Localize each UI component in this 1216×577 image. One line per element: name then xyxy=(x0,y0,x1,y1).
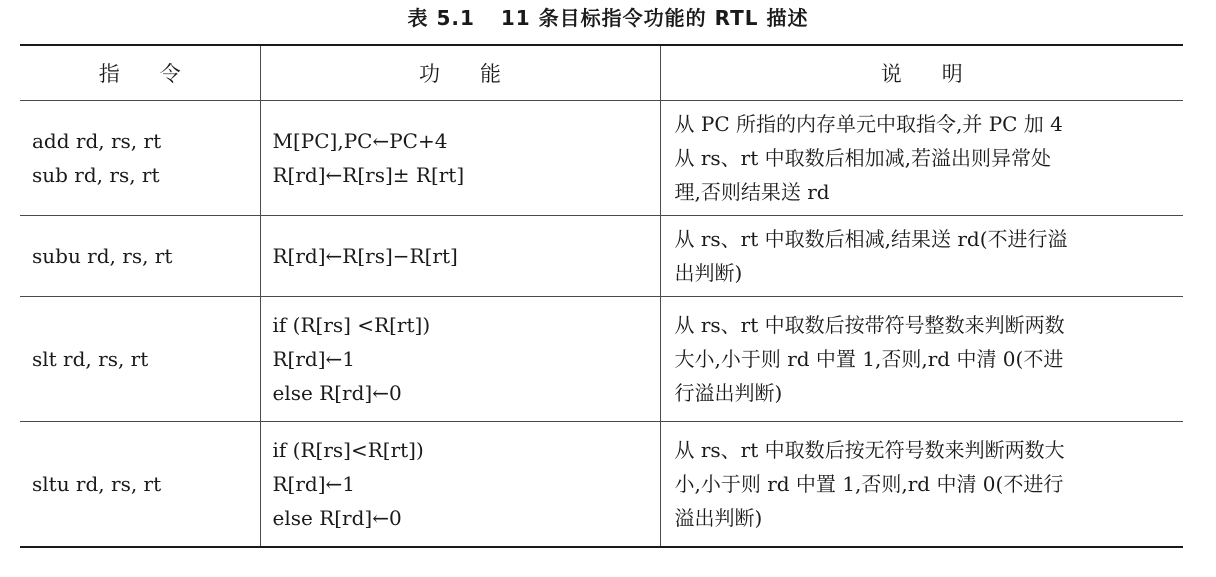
description-text: 理,否则结果送 rd xyxy=(674,180,830,204)
description-text: 从 rs、rt 中取数后按无符号数来判断两数大 xyxy=(674,438,1065,462)
instruction-text: sub rd, rs, rt xyxy=(32,163,160,187)
instruction-cell xyxy=(20,101,260,216)
table-title: 11 条目标指令功能的 RTL 描述 xyxy=(500,6,809,30)
description-text: 出判断) xyxy=(674,261,743,285)
header-row xyxy=(20,45,1183,101)
description-text: 从 PC 所指的内存单元中取指令,并 PC 加 4 xyxy=(674,112,1063,136)
instruction-text: subu rd, rs, rt xyxy=(32,244,173,268)
function-text: if (R[rs] <R[rt]) xyxy=(272,313,431,337)
description-text: 行溢出判断) xyxy=(674,381,783,405)
table-row xyxy=(20,216,1183,297)
function-text: R[rd]←1 xyxy=(272,472,356,496)
table-caption xyxy=(0,2,1216,31)
description-cell xyxy=(660,101,1183,216)
table-number: 表 5.1 xyxy=(407,6,475,30)
function-text: R[rd]←1 xyxy=(272,347,356,371)
function-text: R[rd]←R[rs]−R[rt] xyxy=(272,244,458,268)
function-text: R[rd]←R[rs]± R[rt] xyxy=(272,163,465,187)
function-text: else R[rd]←0 xyxy=(272,381,402,405)
instruction-text: slt rd, rs, rt xyxy=(32,347,149,371)
table-row xyxy=(20,422,1183,548)
table-row xyxy=(20,297,1183,422)
description-cell xyxy=(660,422,1183,548)
function-text: M[PC],PC←PC+4 xyxy=(272,129,448,153)
description-text: 小,小于则 rd 中置 1,否则,rd 中清 0(不进行 xyxy=(674,472,1064,496)
function-cell xyxy=(260,101,660,216)
description-text: 从 rs、rt 中取数后相减,结果送 rd(不进行溢 xyxy=(674,227,1068,251)
description-text: 大小,小于则 rd 中置 1,否则,rd 中清 0(不进 xyxy=(674,347,1064,371)
header-description: 说明 xyxy=(660,45,1183,101)
description-text: 从 rs、rt 中取数后相加减,若溢出则异常处 xyxy=(674,146,1051,170)
function-cell xyxy=(260,422,660,548)
description-cell xyxy=(660,216,1183,297)
rtl-table xyxy=(20,44,1183,548)
description-text: 溢出判断) xyxy=(674,506,763,530)
description-text: 从 rs、rt 中取数后按带符号整数来判断两数 xyxy=(674,313,1065,337)
function-cell xyxy=(260,216,660,297)
table-row xyxy=(20,101,1183,216)
function-cell xyxy=(260,297,660,422)
header-instruction: 指令 xyxy=(20,45,260,101)
header-function: 功能 xyxy=(260,45,660,101)
instruction-cell xyxy=(20,297,260,422)
function-text: else R[rd]←0 xyxy=(272,506,402,530)
function-text: if (R[rs]<R[rt]) xyxy=(272,438,424,462)
instruction-text: add rd, rs, rt xyxy=(32,129,162,153)
description-cell xyxy=(660,297,1183,422)
instruction-text: sltu rd, rs, rt xyxy=(32,472,162,496)
instruction-cell xyxy=(20,216,260,297)
instruction-cell xyxy=(20,422,260,548)
